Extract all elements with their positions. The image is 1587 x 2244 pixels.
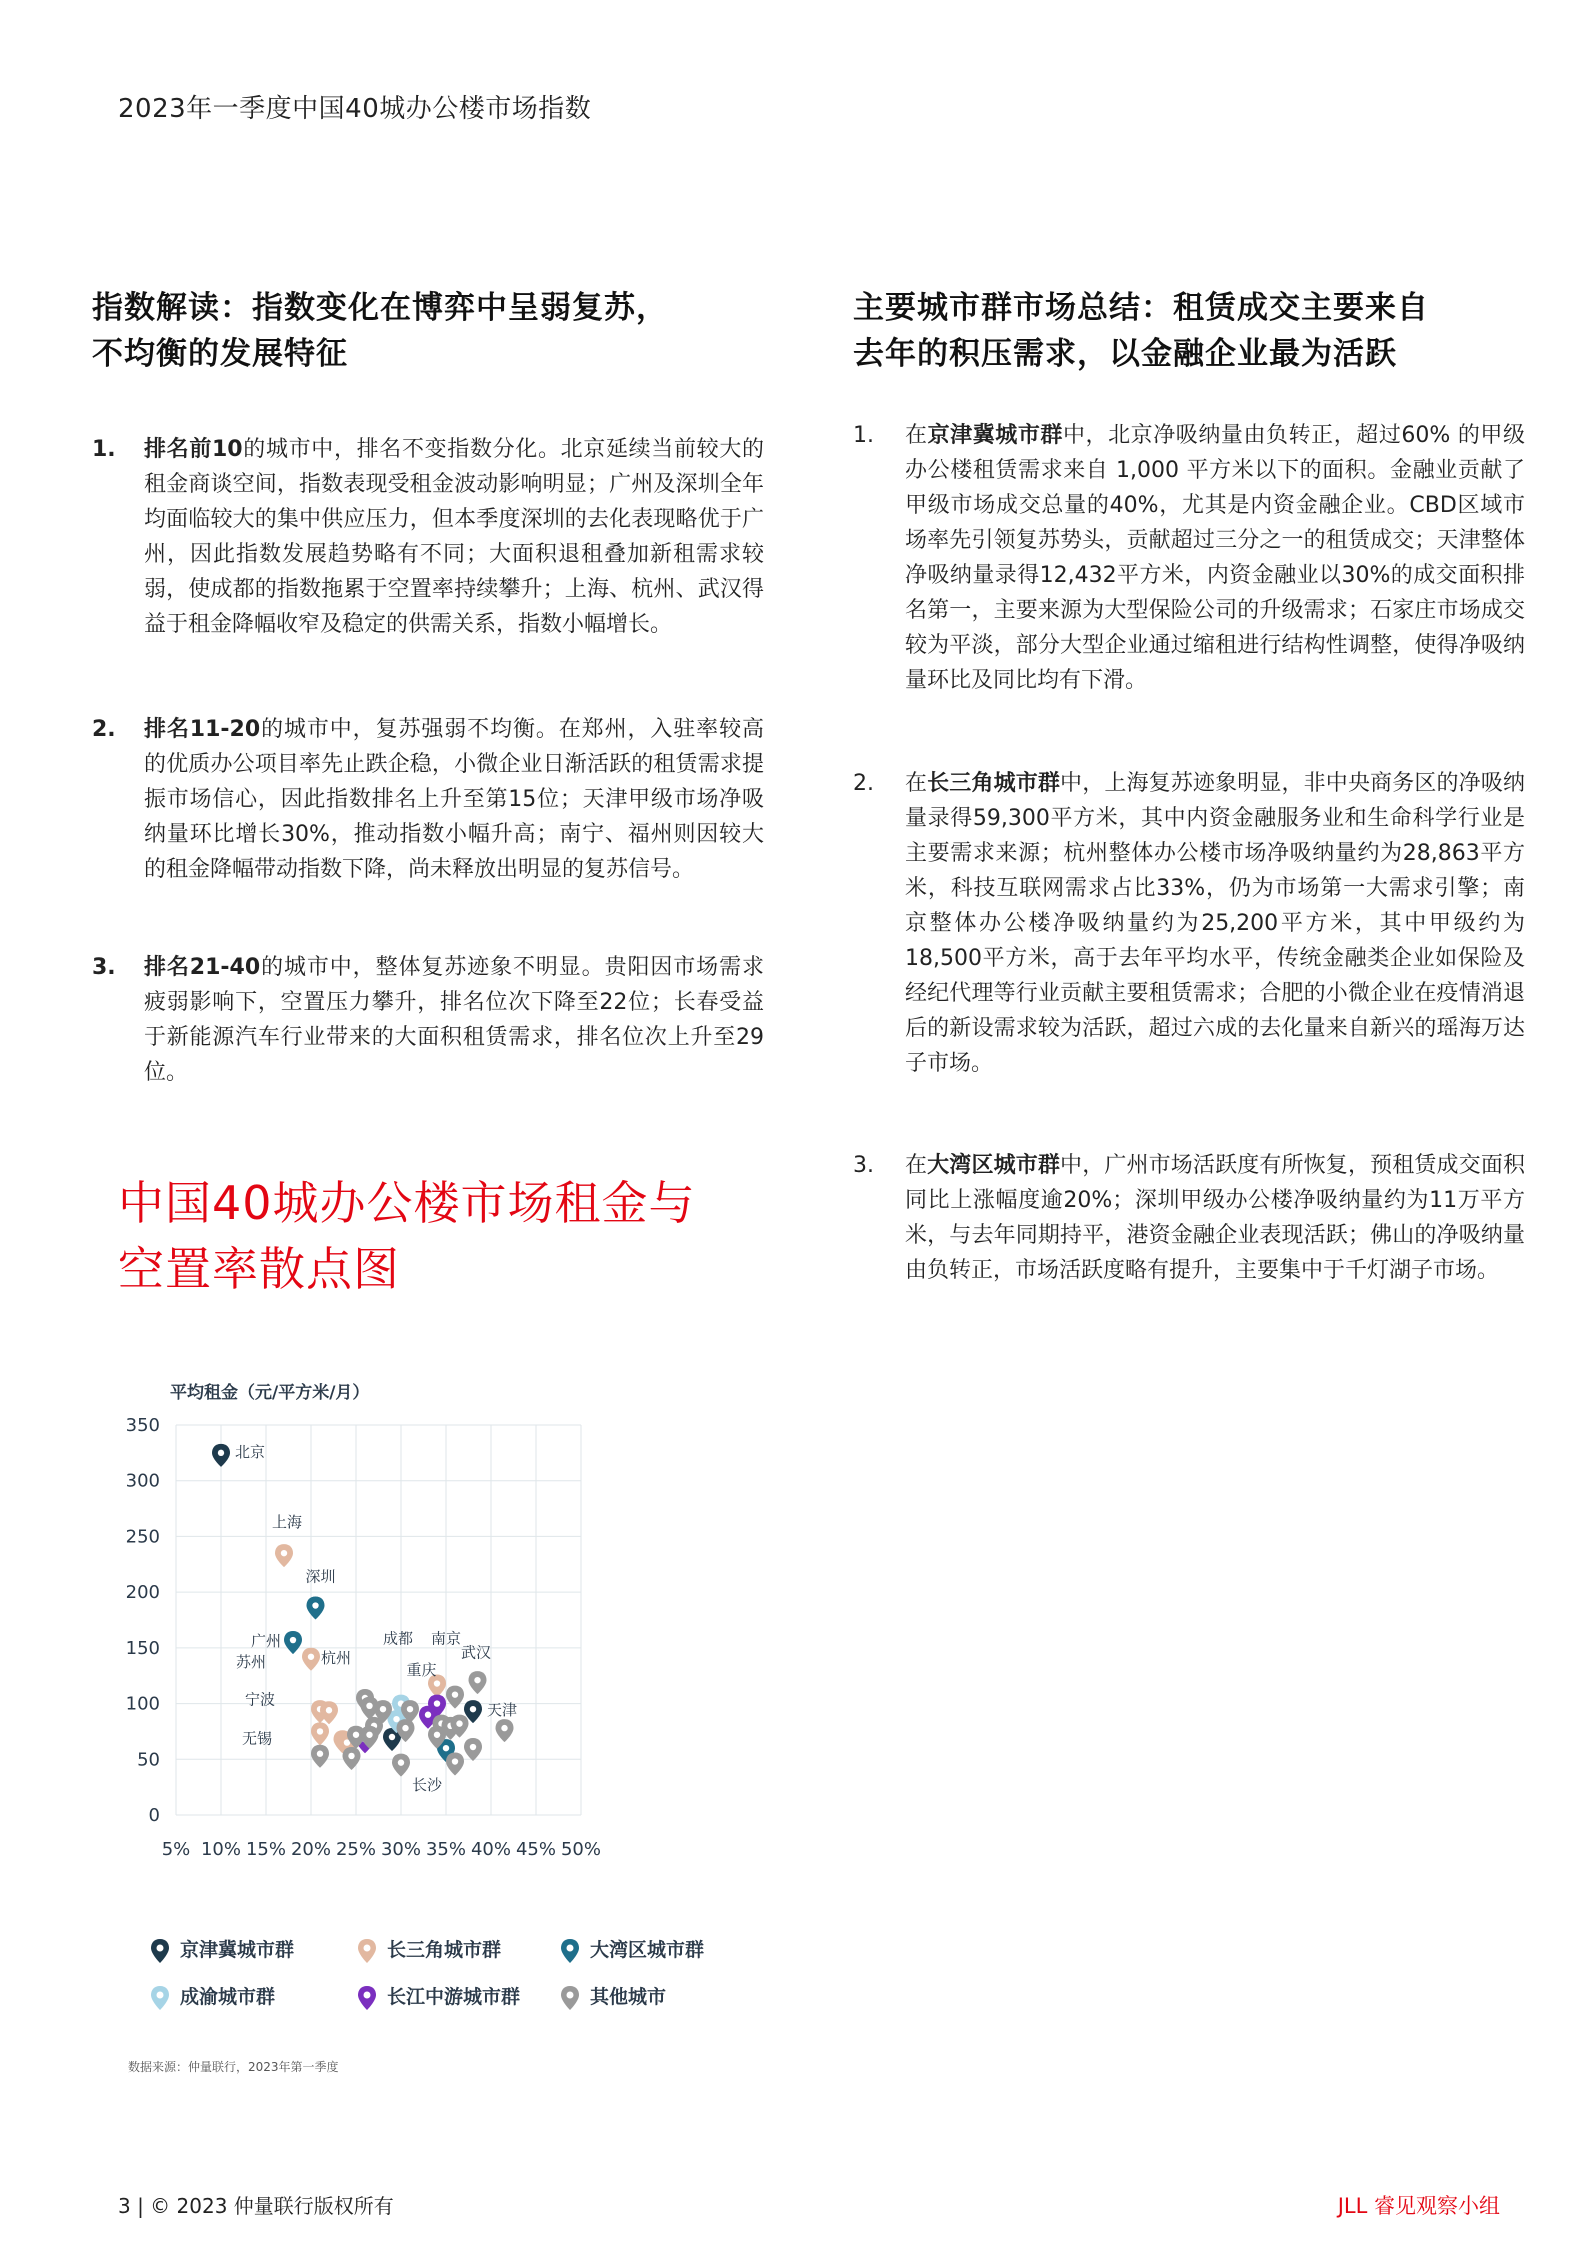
point-marker-dot bbox=[452, 1691, 458, 1697]
point-label: 上海 bbox=[272, 1513, 303, 1532]
page-header-title: 2023年一季度中国40城办公楼市场指数 bbox=[118, 94, 592, 124]
point-marker-dot bbox=[317, 1728, 323, 1734]
y-tick-label: 0 bbox=[148, 1805, 160, 1826]
point-marker-dot bbox=[470, 1744, 476, 1750]
data-source-note: 数据来源：仲量联行，2023年第一季度 bbox=[128, 2060, 339, 2074]
legend-item: 京津冀城市群 bbox=[150, 1935, 294, 1964]
data-point bbox=[496, 1719, 514, 1742]
y-tick-label: 150 bbox=[125, 1637, 160, 1659]
point-marker-dot bbox=[407, 1706, 413, 1712]
point-marker-dot bbox=[434, 1700, 440, 1706]
right-section-heading bbox=[853, 285, 1513, 377]
x-tick-label: 35% bbox=[425, 1839, 467, 1860]
list-item-text: 在京津冀城市群中，北京净吸纳量由负转正，超过60% 的甲级办公楼租赁需求来自 1,000 平方米以下的面积。金融业贡献了甲级市场成交总量的40%，尤其是内资金融企业。CBD区域市场率先引领复苏势头，贡献超过三分之一的租赁成交；天津整体净吸纳量录得12,432平方米，内资金融业以30%的成交面积排名第一，主要来源为大型保险公司的升级需求；石家庄市场成交较为平淡，部分大型企业通过缩租进行结构性调整，使得净吸纳量环比及同比均有下滑。 bbox=[905, 423, 1525, 693]
point-label: 天津 bbox=[487, 1701, 518, 1720]
point-marker-dot bbox=[456, 1720, 462, 1726]
point-label: 深圳 bbox=[305, 1567, 336, 1586]
point-marker-dot bbox=[348, 1753, 354, 1759]
y-tick-label: 300 bbox=[125, 1470, 160, 1492]
legend-item: 成渝城市群 bbox=[150, 1982, 275, 2011]
point-label: 武汉 bbox=[461, 1643, 492, 1662]
footer-brand: JLL 睿见观察小组 bbox=[1337, 2194, 1500, 2218]
point-marker-dot bbox=[308, 1654, 314, 1660]
list-item-number: 3. bbox=[92, 955, 116, 980]
x-tick-label: 10% bbox=[200, 1839, 242, 1860]
list-item-text: 排名11-20的城市中，复苏强弱不均衡。在郑州，入驻率较高的优质办公项目率先止跌企稳，小微企业日渐活跃的租赁需求提振市场信心，因此指数排名上升至第15位；天津甲级市场净吸纳量环比增长30%，推动指数小幅升高；南宁、福州则因较大的租金降幅带动指数下降，尚未释放出明显的复苏信号。 bbox=[144, 717, 764, 882]
list-item-number: 3. bbox=[853, 1153, 874, 1178]
point-label: 广州 bbox=[250, 1632, 281, 1651]
point-marker-dot bbox=[474, 1677, 480, 1683]
x-tick-label: 5% bbox=[161, 1839, 191, 1860]
data-point bbox=[311, 1745, 329, 1768]
point-label: 宁波 bbox=[244, 1690, 275, 1709]
point-label: 苏州 bbox=[235, 1653, 266, 1672]
y-tick-label: 200 bbox=[125, 1582, 160, 1604]
point-marker-dot bbox=[366, 1732, 372, 1738]
point-label: 成都 bbox=[383, 1629, 414, 1648]
point-marker-dot bbox=[501, 1725, 507, 1731]
data-point bbox=[275, 1544, 293, 1567]
pin-icon bbox=[560, 1985, 580, 2011]
list-item-number: 1. bbox=[92, 437, 116, 462]
x-tick-label: 15% bbox=[245, 1839, 287, 1860]
x-tick-label: 50% bbox=[560, 1839, 602, 1860]
point-marker-dot bbox=[366, 1703, 372, 1709]
point-marker-dot bbox=[402, 1725, 408, 1731]
point-marker-dot bbox=[317, 1751, 323, 1757]
point-marker-dot bbox=[434, 1680, 440, 1686]
list-item-text: 排名21-40的城市中，整体复苏迹象不明显。贵阳因市场需求疲弱影响下，空置压力攀升，排名位次下降至22位；长春受益于新能源汽车行业带来的大面积租赁需求，排名位次上升至29位。 bbox=[144, 955, 764, 1085]
x-tick-label: 40% bbox=[470, 1839, 512, 1860]
list-item-number: 2. bbox=[92, 717, 116, 742]
list-item-bold: 长三角城市群 bbox=[927, 771, 1061, 796]
data-point bbox=[311, 1722, 329, 1745]
pin-icon bbox=[357, 1985, 377, 2011]
scatter-chart bbox=[118, 1370, 758, 1930]
data-point bbox=[343, 1747, 361, 1770]
legend-item: 长三角城市群 bbox=[357, 1935, 501, 1964]
data-point bbox=[446, 1686, 464, 1709]
legend-item: 长江中游城市群 bbox=[357, 1982, 520, 2011]
point-marker-dot bbox=[434, 1732, 440, 1738]
list-item-bold: 排名21-40 bbox=[144, 955, 261, 980]
point-label: 南京 bbox=[431, 1629, 462, 1648]
point-marker-dot bbox=[312, 1602, 318, 1608]
list-item-number: 1. bbox=[853, 423, 874, 448]
point-marker-dot bbox=[290, 1637, 296, 1643]
left-heading-line-2: 不均衡的发展特征 bbox=[92, 336, 348, 372]
data-point bbox=[469, 1671, 487, 1694]
pin-icon bbox=[150, 1938, 170, 1964]
data-point bbox=[212, 1444, 230, 1467]
legend-item: 大湾区城市群 bbox=[560, 1935, 704, 1964]
y-tick-label: 100 bbox=[125, 1693, 160, 1715]
x-tick-label: 45% bbox=[515, 1839, 557, 1860]
data-point bbox=[320, 1701, 338, 1724]
point-marker-dot bbox=[398, 1759, 404, 1765]
point-marker-dot bbox=[380, 1706, 386, 1712]
x-tick-label: 25% bbox=[335, 1839, 377, 1860]
y-axis-label: 平均租金（元/平方米/月） bbox=[170, 1383, 370, 1403]
point-marker-dot bbox=[452, 1758, 458, 1764]
point-marker-dot bbox=[425, 1712, 431, 1718]
x-tick-label: 20% bbox=[290, 1839, 332, 1860]
y-tick-label: 250 bbox=[125, 1526, 160, 1548]
point-marker-dot bbox=[389, 1734, 395, 1740]
y-tick-label: 350 bbox=[125, 1415, 160, 1436]
footer-copyright: 3 | © 2023 仲量联行版权所有 bbox=[118, 2194, 394, 2218]
data-point bbox=[392, 1754, 410, 1777]
chart-section-title bbox=[118, 1170, 696, 1302]
point-marker-dot bbox=[443, 1745, 449, 1751]
chart-title-line-2: 空置率散点图 bbox=[118, 1242, 400, 1296]
x-tick-label: 30% bbox=[380, 1839, 422, 1860]
list-item-bold: 大湾区城市群 bbox=[927, 1153, 1061, 1178]
data-point bbox=[284, 1631, 302, 1654]
legend-item: 其他城市 bbox=[560, 1982, 666, 2011]
point-label: 北京 bbox=[235, 1442, 266, 1461]
data-point bbox=[446, 1753, 464, 1776]
point-label: 无锡 bbox=[241, 1729, 272, 1748]
point-label: 杭州 bbox=[321, 1648, 352, 1667]
data-point bbox=[302, 1648, 320, 1671]
point-marker-dot bbox=[353, 1732, 359, 1738]
list-item-text: 排名前10的城市中，排名不变指数分化。北京延续当前较大的租金商谈空间，指数表现受租金波动影响明显；广州及深圳全年均面临较大的集中供应压力，但本季度深圳的去化表现略优于广州，因此指数发展趋势略有不同；大面积退租叠加新租需求较弱，使成都的指数拖累于空置率持续攀升；上海、杭州、武汉得益于租金降幅收窄及稳定的供需关系，指数小幅增长。 bbox=[144, 437, 764, 637]
left-section-heading bbox=[92, 285, 752, 377]
point-marker-dot bbox=[470, 1706, 476, 1712]
data-point bbox=[464, 1738, 482, 1761]
right-heading-line-2: 去年的积压需求，以金融企业最为活跃 bbox=[853, 336, 1397, 372]
y-tick-label: 50 bbox=[137, 1749, 160, 1771]
point-label: 重庆 bbox=[406, 1661, 437, 1680]
list-item-text: 在长三角城市群中，上海复苏迹象明显，非中央商务区的净吸纳量录得59,300平方米，其中内资金融服务业和生命科学行业是主要需求来源；杭州整体办公楼市场净吸纳量约为28,863平方米，科技互联网需求占比33%，仍为市场第一大需求引擎；南京整体办公楼净吸纳量约为25,200平方米，其中甲级约为 18,500平方米，高于去年平均水平，传统金融类企业如保险及经纪代理等行业贡献主要租赁需求；合肥的小微企业在疫情消退后的新设需求较为活跃，超过六成的去化量来自新兴的瑶海万达子市场。 bbox=[905, 771, 1525, 1076]
pin-icon bbox=[560, 1938, 580, 1964]
list-item-text: 在大湾区城市群中，广州市场活跃度有所恢复，预租赁成交面积同比上涨幅度逾20%；深圳甲级办公楼净吸纳量约为11万平方米，与去年同期持平，港资金融企业表现活跃；佛山的净吸纳量由负转正，市场活跃度略有提升，主要集中于千灯湖子市场。 bbox=[905, 1153, 1525, 1283]
point-marker-dot bbox=[326, 1707, 332, 1713]
pin-icon bbox=[150, 1985, 170, 2011]
list-item-bold: 排名前10 bbox=[144, 437, 243, 462]
right-heading-line-1: 主要城市群市场总结：租赁成交主要来自 bbox=[853, 290, 1429, 326]
data-point bbox=[307, 1597, 325, 1620]
pin-icon bbox=[357, 1938, 377, 1964]
list-item-number: 2. bbox=[853, 771, 874, 796]
left-heading-line-1: 指数解读：指数变化在博弈中呈弱复苏， bbox=[92, 290, 668, 326]
list-item-bold: 京津冀城市群 bbox=[927, 423, 1063, 448]
point-label: 长沙 bbox=[412, 1776, 443, 1795]
list-item-bold: 排名11-20 bbox=[144, 717, 261, 742]
chart-title-line-1: 中国40城办公楼市场租金与 bbox=[118, 1176, 696, 1230]
point-marker-dot bbox=[218, 1450, 224, 1456]
point-marker-dot bbox=[281, 1550, 287, 1556]
point-marker-dot bbox=[393, 1716, 399, 1722]
